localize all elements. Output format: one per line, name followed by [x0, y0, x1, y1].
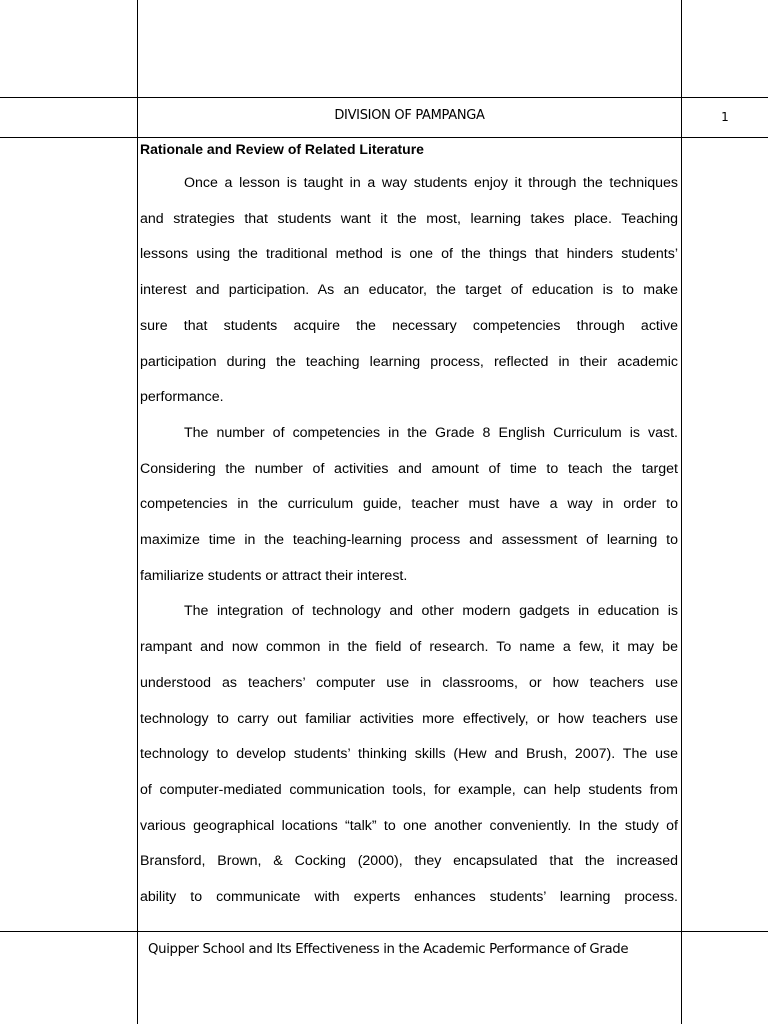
footer-title: Quipper School and Its Effectiveness in the Academic Performance of Grade [148, 942, 629, 957]
page-number: 1 [721, 110, 729, 124]
paragraph-line: The integration of technology and other modern gadgets in education is [184, 603, 678, 620]
document-body [140, 138, 678, 916]
paragraph-line: interest and participation. As an educator, the target of education is to make [140, 282, 678, 299]
header-top-line [0, 97, 768, 98]
paragraph-3 [140, 594, 678, 915]
paragraph-2 [140, 416, 678, 595]
paragraph-line: and strategies that students want it the most, learning takes place. Teaching [140, 210, 678, 227]
paragraph-line: familiarize students or attract their interest. [140, 567, 408, 584]
section-heading: Rationale and Review of Related Literature [140, 141, 424, 157]
right-margin-line [681, 0, 682, 1024]
paragraph-line: lessons using the traditional method is one of the things that hinders students’ [140, 246, 678, 263]
paragraph-line: sure that students acquire the necessary competencies through active [140, 317, 678, 334]
paragraph-line: understood as teachers’ computer use in classrooms, or how teachers use [140, 674, 678, 691]
paragraph-line: of computer-mediated communication tools, for example, can help students from [140, 781, 678, 798]
paragraph-line: technology to carry out familiar activities more effectively, or how teachers use [140, 710, 678, 727]
footer-top-line [0, 931, 768, 932]
paragraph-line: The number of competencies in the Grade 8 English Curriculum is vast. [184, 424, 678, 441]
paragraph-line: competencies in the curriculum guide, teacher must have a way in order to [140, 496, 678, 513]
paragraph-line: performance. [140, 389, 224, 406]
paragraph-line: ability to communicate with experts enhances students’ learning process. [140, 889, 678, 906]
paragraph-line: various geographical locations “talk” to one another conveniently. In the study of [140, 817, 678, 834]
header-title: DIVISION OF PAMPANGA [334, 108, 485, 123]
paragraph-1 [140, 166, 678, 416]
paragraph-line: technology to develop students’ thinking skills (Hew and Brush, 2007). The use [140, 746, 678, 763]
left-margin-line [137, 0, 138, 1024]
paragraph-line: Once a lesson is taught in a way students enjoy it through the techniques [184, 175, 678, 191]
paragraph-line: Considering the number of activities and amount of time to teach the target [140, 460, 678, 477]
paragraph-line: rampant and now common in the field of research. To name a few, it may be [140, 639, 678, 656]
paragraph-line: maximize time in the teaching-learning process and assessment of learning to [140, 532, 678, 549]
paragraph-line: Bransford, Brown, & Cocking (2000), they encapsulated that the increased [140, 853, 678, 870]
paragraph-line: participation during the teaching learning process, reflected in their academic [140, 353, 678, 370]
